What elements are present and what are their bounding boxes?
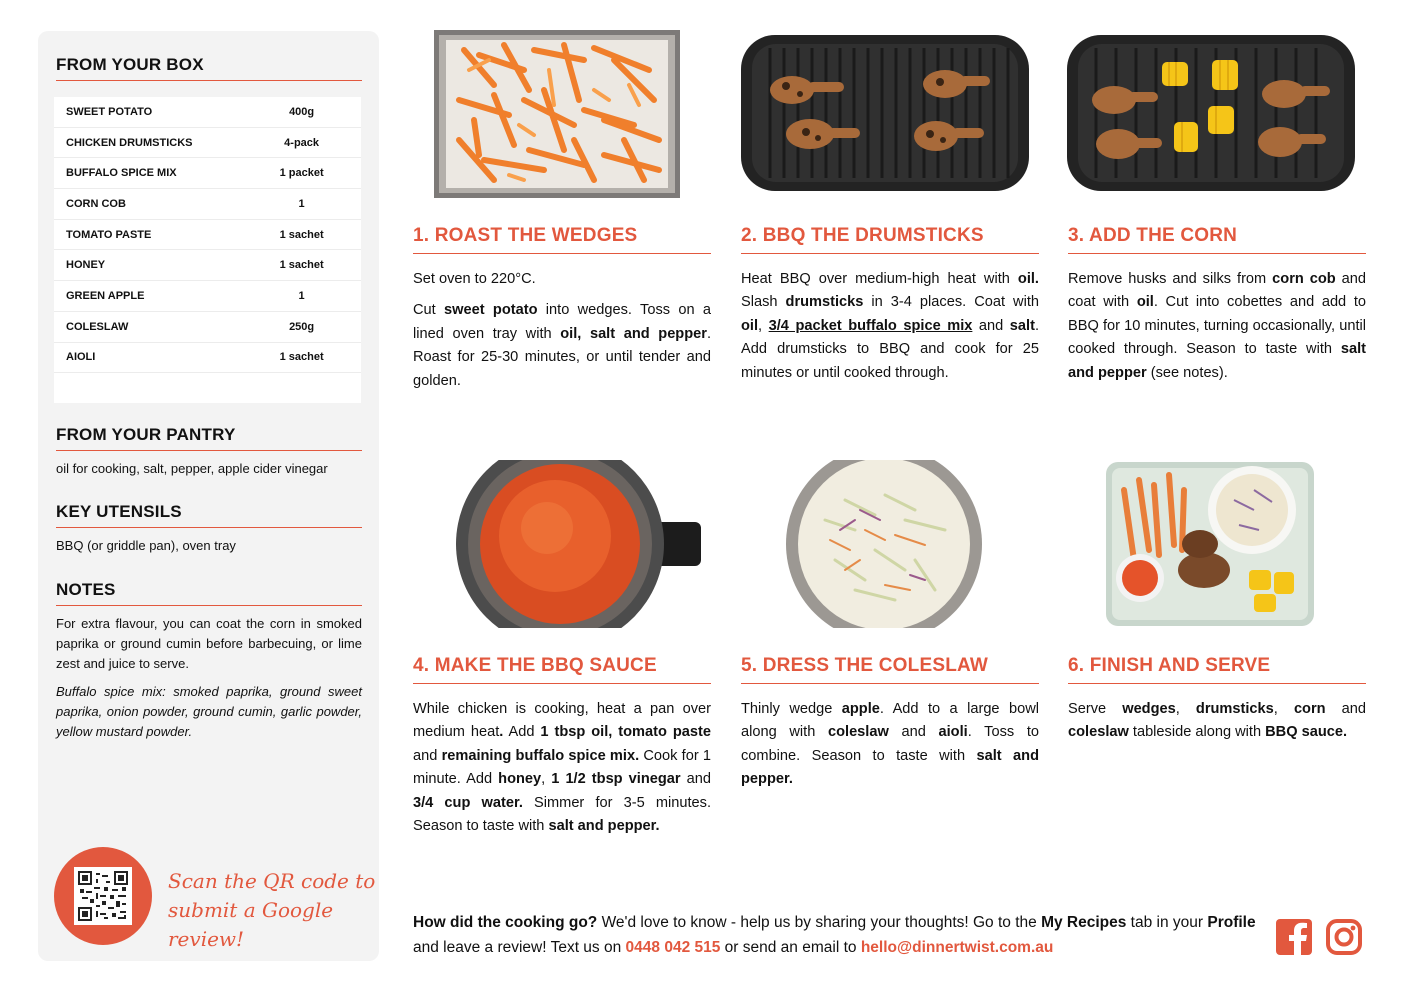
my-recipes-tab-ref: My Recipes (1041, 914, 1127, 931)
table-row (54, 250, 361, 281)
text-run: . Roast for 25-30 minutes, or until tender and golden. (413, 325, 711, 389)
ingredient-name: BUFFALO SPICE MIX (66, 167, 177, 180)
table-row (54, 281, 361, 312)
text-run: into wedges. Toss on a lined oven tray with (413, 302, 711, 342)
text-run: tab in your (1126, 914, 1208, 931)
ingredient-qty: 1 (298, 289, 305, 302)
step-2-title: 2. BBQ THE DRUMSTICKS (741, 225, 1039, 254)
text-run: While chicken is cooking, heat a pan over medium heat (413, 701, 711, 741)
notes-heading: NOTES (56, 580, 362, 606)
text-run: Remove husks and silks from (1068, 271, 1273, 287)
ingredient-highlight: oil (1136, 294, 1154, 311)
step-6-image (1104, 460, 1316, 628)
ingredient-highlight: salt and pepper. (548, 818, 660, 835)
text-run: . Add to a large bowl along with (741, 701, 1039, 741)
qr-caption-line1: Scan the QR code to (168, 869, 376, 893)
table-row (54, 220, 361, 251)
box-heading: FROM YOUR BOX (56, 55, 362, 81)
qr-code-icon[interactable] (74, 867, 132, 925)
ingredient-highlight: drumsticks (1195, 701, 1274, 717)
text-run: Simmer for 3-5 minutes. Season to taste with (413, 794, 711, 835)
ingredient-name: CORN COB (66, 197, 126, 210)
ingredient-highlight: honey (498, 771, 542, 788)
qr-caption (168, 867, 379, 954)
step-4-title: 4. MAKE THE BBQ SAUCE (413, 655, 711, 684)
text-run: and (413, 747, 442, 764)
ingredient-highlight: corn cob (1272, 271, 1336, 287)
text-run: and leave a review! Text us on (413, 939, 626, 956)
ingredient-highlight: oil, salt and pepper (560, 325, 707, 342)
text-run: . Cut into cobettes and add to BBQ for 10 minutes, turning occasionally, until cooked through. Season to taste with (1068, 294, 1366, 358)
ingredient-highlight: oil. (1017, 271, 1039, 287)
ingredient-highlight: remaining buffalo spice mix. (441, 747, 640, 764)
ingredient-name: SWEET POTATO (66, 105, 153, 118)
step-2 (741, 225, 1039, 385)
utensils-heading: KEY UTENSILS (56, 502, 362, 528)
step-3-title: 3. ADD THE CORN (1068, 225, 1366, 254)
table-row (54, 128, 361, 159)
text-run: Thinly wedge (741, 701, 842, 717)
step-2-image (740, 32, 1030, 194)
pantry-heading: FROM YOUR PANTRY (56, 425, 362, 451)
ingredient-qty: 250g (289, 320, 315, 333)
ingredients-sidebar (38, 31, 379, 961)
text-run: . Add drumsticks to BBQ and cook for 25 minutes or until cooked through. (741, 317, 1039, 381)
step-5-title: 5. DRESS THE COLESLAW (741, 655, 1039, 684)
ingredient-qty: 400g (289, 105, 315, 118)
utensils-section (56, 502, 362, 556)
pantry-text: oil for cooking, salt, pepper, apple cider vinegar (56, 461, 328, 476)
qr-badge (54, 847, 152, 945)
ingredient-highlight: aioli (938, 724, 968, 741)
ingredient-highlight: wedges (1122, 701, 1176, 717)
step-3-image (1066, 32, 1356, 194)
ingredient-highlight: drumsticks (785, 294, 864, 311)
pantry-section (56, 425, 362, 479)
ingredient-name: HONEY (66, 259, 106, 272)
step-2-text (741, 268, 1039, 385)
text-run: Slash (741, 294, 786, 311)
ingredient-highlight: sweet potato (444, 302, 538, 319)
text-run: Heat BBQ over medium-high heat with (741, 271, 1018, 287)
ingredient-highlight: 1 tbsp oil, tomato paste (540, 724, 711, 741)
feedback-question: How did the cooking go? (413, 914, 598, 931)
ingredient-highlight: oil (741, 317, 759, 334)
ingredient-name: CHICKEN DRUMSTICKS (66, 136, 193, 149)
ingredient-highlight: coleslaw (827, 724, 889, 741)
step-6-paragraph (1068, 698, 1366, 745)
ingredient-highlight: salt (1009, 317, 1035, 334)
ingredient-name: COLESLAW (66, 320, 129, 333)
ingredient-highlight: BBQ sauce. (1265, 724, 1348, 741)
text-run: and (888, 724, 939, 741)
ingredient-qty: 1 sachet (279, 228, 324, 241)
ingredient-highlight: 3/4 cup water. (413, 794, 523, 811)
ingredient-qty: 1 sachet (279, 259, 324, 272)
text-run: , (541, 771, 552, 788)
text-run: and (680, 771, 711, 788)
step-6-text (1068, 698, 1366, 745)
text-run: tableside along with (1128, 724, 1266, 741)
text-run: , (758, 317, 769, 334)
table-row (54, 189, 361, 220)
ingredient-highlight: coleslaw (1068, 724, 1129, 741)
ingredient-name: TOMATO PASTE (66, 228, 152, 241)
step-5 (741, 655, 1039, 792)
step-5-image (785, 460, 983, 628)
ingredient-name: GREEN APPLE (66, 289, 145, 302)
step-1-image (434, 30, 680, 198)
step-6-title: 6. FINISH AND SERVE (1068, 655, 1366, 684)
text-run: or send an email to (720, 939, 861, 956)
ingredient-highlight-underlined: 3/4 packet buffalo spice mix (768, 317, 973, 334)
text-run: (see notes). (1146, 364, 1228, 381)
utensils-text: BBQ (or griddle pan), oven tray (56, 538, 236, 553)
text-run: Serve (1068, 701, 1123, 717)
notes-text: For extra flavour, you can coat the corn in smoked paprika or ground cumin before barbecuing, or lime zest and juice to serve. (56, 616, 362, 671)
step-1-oven: Set oven to 220°C. (413, 271, 536, 287)
text-run: . (499, 724, 504, 741)
phone-link[interactable]: 0448 042 515 (625, 939, 721, 956)
step-3-paragraph (1068, 268, 1366, 385)
ingredient-highlight: 1 1/2 tbsp vinegar (551, 771, 681, 788)
text-run: Add (503, 724, 541, 741)
ingredient-qty: 1 (298, 197, 305, 210)
step-2-paragraph (741, 268, 1039, 385)
text-run: and coat with (1068, 271, 1367, 311)
ingredient-highlight: salt and pepper (1068, 341, 1366, 381)
instagram-icon[interactable] (1325, 918, 1363, 956)
step-3 (1068, 225, 1366, 385)
text-run: . Toss to combine. Season to taste with (741, 724, 1039, 764)
step-1-text (413, 268, 711, 393)
text-run: , (1175, 701, 1196, 717)
email-link[interactable]: hello@dinnertwist.com.au (860, 939, 1054, 956)
text-run: Cut (413, 302, 445, 319)
step-1-title: 1. ROAST THE WEDGES (413, 225, 711, 254)
ingredient-qty: 1 packet (279, 167, 324, 180)
step-5-text (741, 698, 1039, 792)
step-3-text (1068, 268, 1366, 385)
step-4-text (413, 698, 711, 838)
step-4-image (455, 460, 701, 628)
feedback-footer (413, 910, 1263, 960)
step-4 (413, 655, 711, 838)
step-5-paragraph (741, 698, 1039, 792)
ingredient-qty: 4-pack (284, 136, 320, 149)
text-run: and (1325, 701, 1367, 717)
text-run: and (972, 317, 1010, 334)
notes-spice-mix: Buffalo spice mix: smoked paprika, ground sweet paprika, onion powder, ground cumin, garlic powder, yellow mustard powder. (56, 684, 362, 739)
ingredient-highlight: corn (1293, 701, 1326, 717)
qr-caption-line2: submit a Google review! (168, 898, 334, 951)
step-4-paragraph (413, 698, 711, 838)
text-run: We'd love to know - help us by sharing your thoughts! Go to the (597, 914, 1042, 931)
ingredient-highlight: apple (841, 701, 880, 717)
box-section (56, 55, 362, 81)
ingredient-highlight: salt and pepper. (741, 747, 1039, 788)
notes-section (56, 580, 362, 742)
text-run: , (1273, 701, 1294, 717)
step-1 (413, 225, 711, 393)
ingredient-qty: 1 sachet (279, 351, 324, 364)
step-6 (1068, 655, 1366, 745)
profile-ref: Profile (1207, 914, 1256, 931)
box-ingredients-table (54, 97, 361, 403)
text-run: in 3-4 places. Coat with (863, 294, 1039, 311)
table-row (54, 343, 361, 374)
ingredient-name: AIOLI (66, 351, 96, 364)
table-row (54, 158, 361, 189)
text-run: Cook for 1 minute. Add (413, 747, 712, 788)
table-row (54, 312, 361, 343)
table-row (54, 97, 361, 128)
step-1-wedges (413, 299, 711, 393)
facebook-icon[interactable] (1275, 918, 1313, 956)
